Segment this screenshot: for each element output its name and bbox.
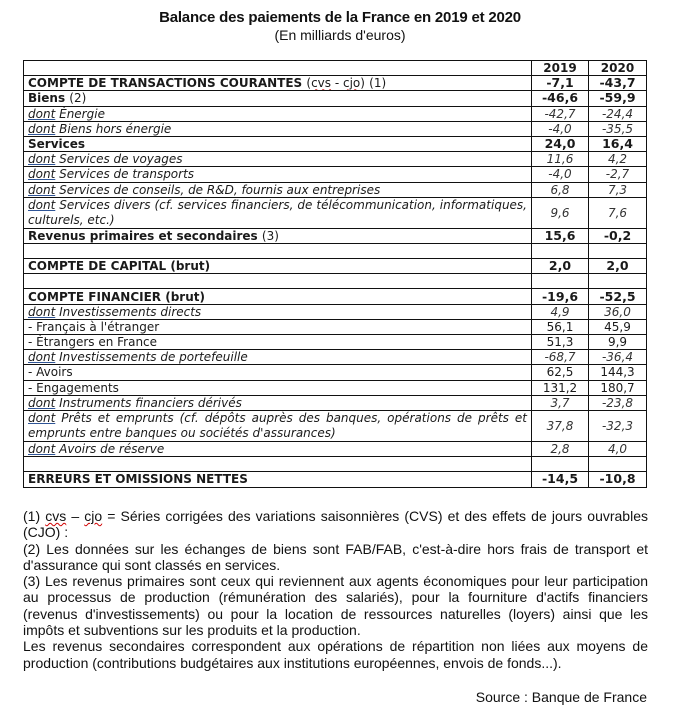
value-2020: -36,4	[589, 350, 647, 365]
table-header-row	[24, 61, 647, 76]
table-row	[24, 304, 647, 319]
row-label: dont Instruments financiers dérivés	[24, 395, 532, 410]
source-credit: Source : Banque de France	[475, 689, 647, 705]
value-2019: 51,3	[532, 335, 589, 350]
row-label: dont Services de conseils, de R&D, fournis aux entreprises	[24, 182, 532, 197]
table-row	[24, 136, 647, 151]
row-label: dont Services de transports	[24, 167, 532, 182]
value-2019: 4,9	[532, 304, 589, 319]
table-row	[24, 472, 647, 487]
value-2020: 4,0	[589, 441, 647, 456]
note-ref: (1)	[369, 76, 387, 91]
value-2019: 6,8	[532, 182, 589, 197]
table-row	[24, 197, 647, 228]
value-2020: -52,5	[589, 289, 647, 304]
value-2020: 144,3	[589, 365, 647, 380]
table-row	[24, 289, 647, 304]
spacer-row	[24, 274, 647, 289]
value-2020: -43,7	[589, 76, 647, 91]
table-row	[24, 441, 647, 456]
table-row	[24, 228, 647, 243]
table-row	[24, 152, 647, 167]
page-title: Balance des paiements de la France en 2019 et 2020	[159, 9, 521, 26]
value-2019: -4,0	[532, 121, 589, 136]
value-2019: 131,2	[532, 380, 589, 395]
value-2019: -19,6	[532, 289, 589, 304]
footnote-2: (2) Les données sur les échanges de biens sont FAB/FAB, c'est-à-dire hors frais de transport et d'assurance qui sont classés en services.	[23, 540, 648, 573]
row-label: dont Services de voyages	[24, 152, 532, 167]
value-2019: 2,0	[532, 259, 589, 274]
row-label: dont Services divers (cf. services financiers, de télécommunication, informatiques, culturels, etc.)	[24, 197, 532, 228]
row-label: - Étrangers en France	[24, 335, 532, 350]
row-label: dont Avoirs de réserve	[24, 441, 532, 456]
value-2020: 7,3	[589, 182, 647, 197]
row-label: dont Investissements de portefeuille	[24, 350, 532, 365]
row-label: dont Investissements directs	[24, 304, 532, 319]
row-label: ERREURS ET OMISSIONS NETTES	[24, 472, 532, 487]
table-row	[24, 259, 647, 274]
table-row	[24, 121, 647, 136]
table-row	[24, 410, 647, 441]
value-2020: -23,8	[589, 395, 647, 410]
value-2019: 62,5	[532, 365, 589, 380]
footnote-1: (1) cvs – cjo = Séries corrigées des variations saisonnières (CVS) et des effets de jours ouvrables (CJO) :	[23, 508, 648, 541]
footnotes	[23, 508, 648, 671]
table-row	[24, 350, 647, 365]
row-label: Biens (2)	[24, 91, 532, 106]
note-ref: (3)	[261, 228, 279, 243]
row-label: dont Prêts et emprunts (cf. dépôts auprès des banques, opérations de prêts et emprunts entre banques ou sociétés d'assurances)	[24, 410, 532, 441]
row-label: - Avoirs	[24, 365, 532, 380]
value-2019: 15,6	[532, 228, 589, 243]
value-2019: -68,7	[532, 350, 589, 365]
spellcheck-word: cjo	[343, 76, 361, 91]
spellcheck-word: cjo	[84, 508, 103, 524]
value-2020: -24,4	[589, 106, 647, 121]
value-2020: 4,2	[589, 152, 647, 167]
note-ref: (2)	[69, 91, 87, 106]
value-2019: 24,0	[532, 136, 589, 151]
value-2020: -0,2	[589, 228, 647, 243]
value-2020: 16,4	[589, 136, 647, 151]
table-row	[24, 91, 647, 106]
row-label: dont Biens hors énergie	[24, 121, 532, 136]
value-2020: -10,8	[589, 472, 647, 487]
value-2019: 56,1	[532, 319, 589, 334]
value-2019: -46,6	[532, 91, 589, 106]
header-label-cell	[24, 61, 532, 76]
value-2019: 3,7	[532, 395, 589, 410]
value-2020: 2,0	[589, 259, 647, 274]
value-2020: 45,9	[589, 319, 647, 334]
row-label: - Français à l'étranger	[24, 319, 532, 334]
value-2019: -4,0	[532, 167, 589, 182]
footnote-3: (3) Les revenus primaires sont ceux qui reviennent aux agents économiques pour leur participation au processus de production (rémunération des salariés), pour la fourniture d'actifs financiers (revenus d'investissements) ou pour la location de ressources naturelles (loyers) ainsi que les impôts et subventions sur les produits et la production.	[23, 573, 648, 639]
table-row	[24, 380, 647, 395]
row-label: COMPTE DE TRANSACTIONS COURANTES (cvs - cjo) (1)	[24, 76, 532, 91]
value-2019: 37,8	[532, 410, 589, 441]
table-row	[24, 319, 647, 334]
value-2019: -42,7	[532, 106, 589, 121]
row-label: COMPTE FINANCIER (brut)	[24, 289, 532, 304]
row-label: Services	[24, 136, 532, 151]
spacer-row	[24, 243, 647, 258]
footnote-3-secondary: Les revenus secondaires correspondent aux opérations de répartition non liées aux moyens de production (contributions budgétaires aux institutions européennes, envois de fonds...).	[23, 638, 648, 671]
spellcheck-word: cvs	[311, 76, 332, 91]
value-2019: -14,5	[532, 472, 589, 487]
table-row	[24, 395, 647, 410]
value-2019: -7,1	[532, 76, 589, 91]
value-2020: -32,3	[589, 410, 647, 441]
header-2020: 2020	[589, 61, 647, 76]
page-subtitle: (En milliards d'euros)	[274, 27, 406, 43]
value-2020: -2,7	[589, 167, 647, 182]
spacer-row	[24, 457, 647, 472]
row-label: Revenus primaires et secondaires (3)	[24, 228, 532, 243]
table-row	[24, 365, 647, 380]
balance-table	[23, 60, 647, 488]
table-row	[24, 182, 647, 197]
row-label: COMPTE DE CAPITAL (brut)	[24, 259, 532, 274]
value-2020: -59,9	[589, 91, 647, 106]
row-label: - Engagements	[24, 380, 532, 395]
row-label: dont Énergie	[24, 106, 532, 121]
table-row	[24, 335, 647, 350]
value-2020: 36,0	[589, 304, 647, 319]
value-2020: 9,9	[589, 335, 647, 350]
value-2019: 2,8	[532, 441, 589, 456]
table-row	[24, 76, 647, 91]
value-2020: -35,5	[589, 121, 647, 136]
table-row	[24, 106, 647, 121]
value-2020: 7,6	[589, 197, 647, 228]
value-2019: 11,6	[532, 152, 589, 167]
spellcheck-word: cvs	[45, 508, 67, 524]
value-2020: 180,7	[589, 380, 647, 395]
table-row	[24, 167, 647, 182]
value-2019: 9,6	[532, 197, 589, 228]
header-2019: 2019	[532, 61, 589, 76]
